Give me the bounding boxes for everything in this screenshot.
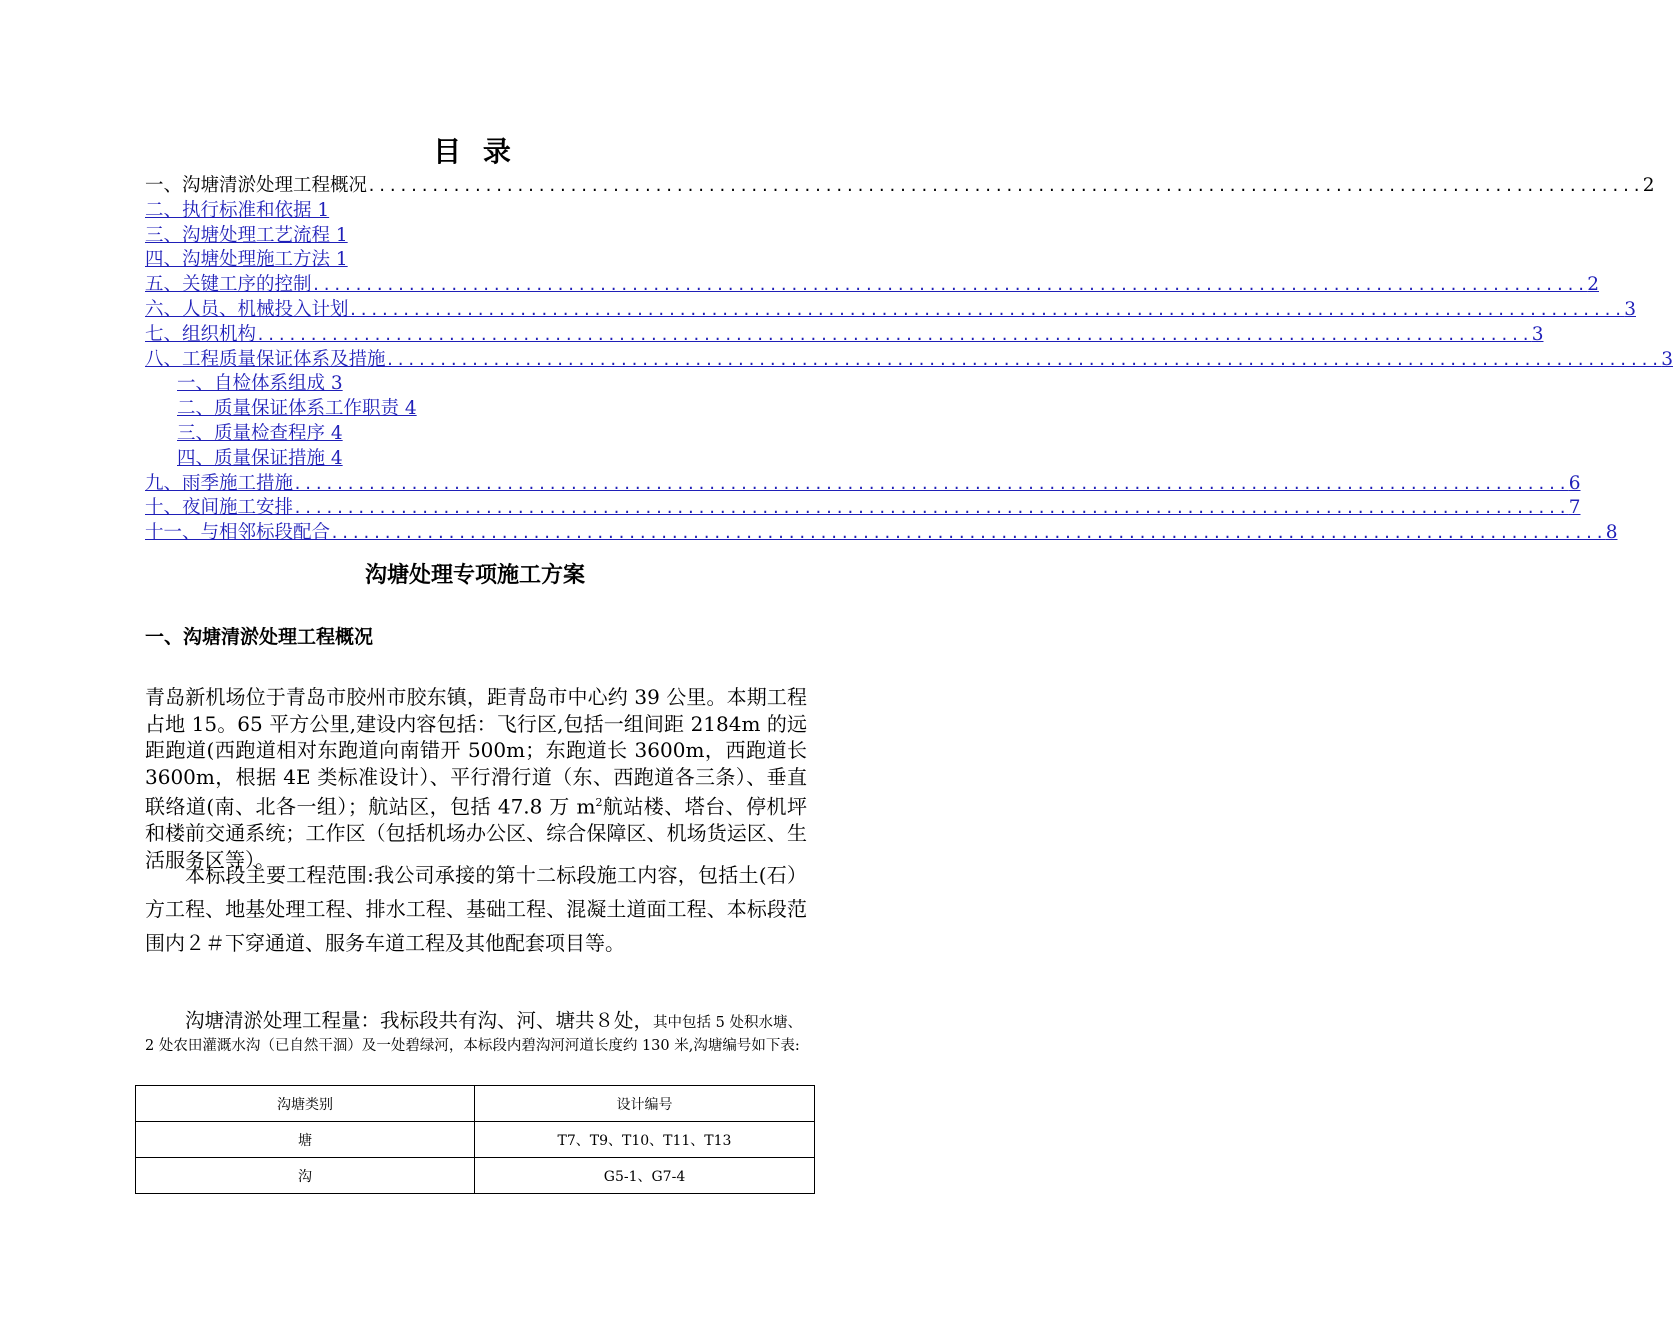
toc-entry[interactable]	[145, 273, 1599, 298]
toc-entry-label: 十一、与相邻标段配合	[145, 522, 331, 544]
toc-entry[interactable]	[145, 323, 1544, 348]
toc-entry	[145, 174, 1655, 199]
toc-entry-page: 2	[1642, 175, 1655, 196]
toc-entry[interactable]	[145, 521, 1618, 546]
table-header-row	[136, 1086, 815, 1122]
table-cell: 沟	[136, 1158, 475, 1194]
toc-leader-dots: ........................................................................................................................	[367, 177, 1643, 195]
toc-entry-label: 七、组织机构	[145, 323, 257, 345]
ditch-table	[135, 1085, 815, 1194]
toc-entry[interactable]	[145, 348, 1673, 373]
toc-leader-dots: ........................................................................................................................	[311, 276, 1588, 295]
table-row	[136, 1158, 815, 1194]
toc-entry-page: 8	[1605, 522, 1618, 544]
toc-entry-label: 一、自检体系组成 3	[177, 373, 343, 395]
toc-entry[interactable]	[145, 472, 1581, 497]
table-of-contents	[145, 174, 1673, 546]
toc-entry[interactable]	[145, 372, 807, 397]
paragraph-scope: 本标段主要工程范围:我公司承接的第十二标段施工内容，包括土(石）方工程、地基处理工程、排水工程、基础工程、混凝土道面工程、本标段范围内２＃下穿通道、服务车道工程及其他配套项目等。	[145, 863, 807, 955]
toc-title: 目 录	[433, 135, 517, 168]
toc-entry-page: 3	[1661, 348, 1673, 370]
toc-entry-label: 三、沟塘处理工艺流程 1	[145, 224, 348, 246]
toc-entry[interactable]	[145, 422, 807, 447]
toc-entry[interactable]	[145, 298, 1636, 323]
toc-entry[interactable]	[145, 447, 807, 472]
toc-entry-label: 五、关键工序的控制	[145, 274, 312, 296]
superscript-2: 2	[595, 796, 603, 809]
toc-entry-label: 六、人员、机械投入计划	[145, 298, 349, 320]
toc-entry-label: 三、质量检查程序 4	[177, 422, 343, 444]
toc-entry[interactable]	[145, 199, 807, 224]
toc-entry-label: 二、质量保证体系工作职责 4	[177, 398, 417, 420]
table-row	[136, 1122, 815, 1158]
toc-entry-label: 二、执行标准和依据 1	[145, 199, 330, 221]
toc-leader-dots: ........................................................................................................................	[256, 325, 1532, 344]
table-header-cell: 沟塘类别	[136, 1086, 475, 1122]
toc-entry-label: 四、沟塘处理施工方法 1	[145, 249, 348, 271]
toc-entry-page: 3	[1624, 298, 1636, 320]
paragraph-quantity	[145, 1010, 807, 1057]
toc-entry[interactable]	[145, 397, 807, 422]
paragraph-quantity-lead: 沟塘清淤处理工程量：我标段共有沟、河、塘共８处，	[185, 1009, 654, 1032]
table-header-cell: 设计编号	[475, 1086, 815, 1122]
toc-entry-page: 2	[1587, 274, 1599, 296]
toc-entry-label: 九、雨季施工措施	[145, 472, 294, 494]
toc-leader-dots: ........................................................................................................................	[293, 474, 1569, 493]
toc-entry[interactable]	[145, 496, 1581, 521]
section-heading: 一、沟塘清淤处理工程概况	[145, 626, 374, 648]
toc-entry-label: 八、工程质量保证体系及措施	[145, 348, 386, 370]
toc-leader-dots: ........................................................................................................................	[330, 524, 1606, 543]
toc-entry-label: 四、质量保证措施 4	[177, 447, 343, 469]
toc-entry[interactable]	[145, 248, 807, 273]
toc-entry-page: 6	[1568, 472, 1581, 494]
toc-entry[interactable]	[145, 224, 807, 249]
table-cell: T7、T9、T10、T11、T13	[475, 1122, 815, 1158]
toc-leader-dots: ........................................................................................................................	[293, 499, 1569, 518]
toc-entry-page: 3	[1531, 323, 1544, 345]
paragraph-overview-text-b: 航站楼、塔台、停机坪和楼前交通系统；工作区（包括机场办公区、综合保障区、机场货运区、生活服务区等）。	[145, 794, 808, 872]
document-title: 沟塘处理专项施工方案	[364, 563, 585, 588]
paragraph-quantity-rest: 其中包括 5 处积水塘、2 处农田灌溉水沟（已自然干涸）及一处碧绿河，本标段内碧沟河河道长度约 130 米,沟塘编号如下表:	[145, 1015, 802, 1054]
toc-entry-label: 一、沟塘清淤处理工程概况	[145, 175, 368, 196]
table-cell: 塘	[136, 1122, 475, 1158]
table-cell: G5-1、G7-4	[475, 1158, 815, 1194]
paragraph-overview-text-a: 青岛新机场位于青岛市胶州市胶东镇，距青岛市中心约 39 公里。本期工程占地 15。65 平方公里,建设内容包括：飞行区,包括一组间距 2184m 的远距跑道(西跑道相对东跑道向南错开 500m；东跑道长 3600m，西跑道长 3600m，根据 4E 类标准设计）、平行滑行道（东、西跑道各三条）、垂直联络道(南、北各一组）；航站区，包括 47.8 万 m	[145, 685, 807, 819]
toc-entry-label: 十、夜间施工安排	[145, 497, 294, 519]
toc-leader-dots: ........................................................................................................................	[348, 300, 1625, 319]
paragraph-overview	[145, 684, 807, 873]
toc-entry-page: 7	[1568, 497, 1581, 519]
toc-leader-dots: ........................................................................................................................	[385, 350, 1662, 369]
